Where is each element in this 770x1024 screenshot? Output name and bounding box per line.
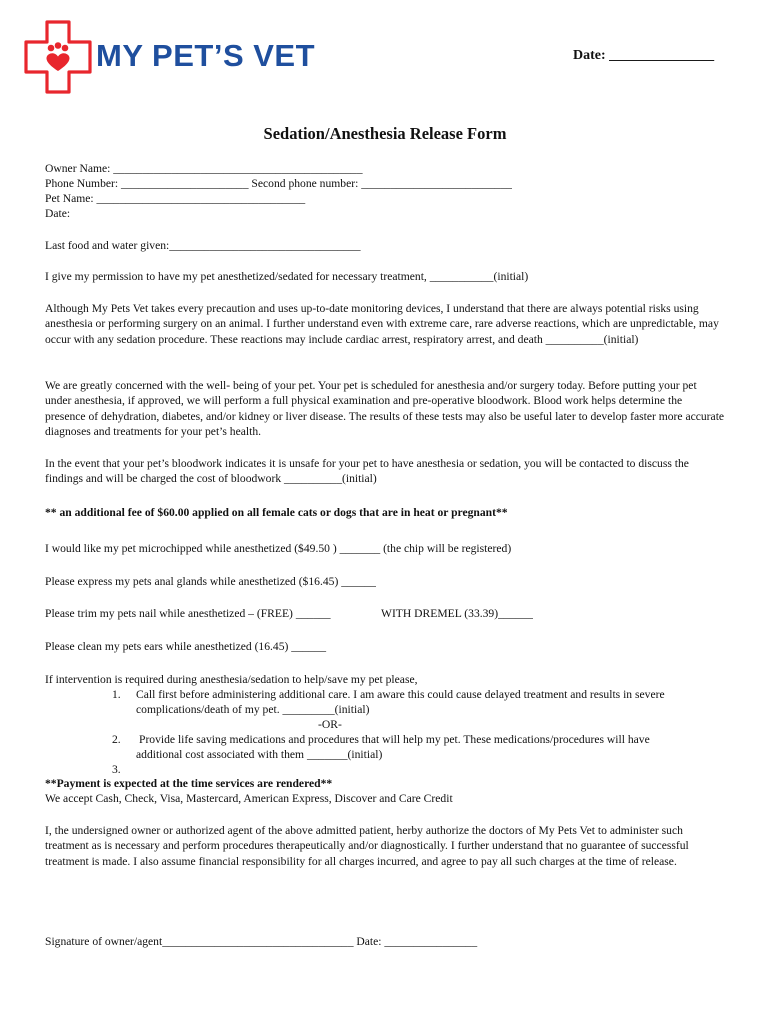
brand-name: MY PET’S VET [96,38,316,73]
or-separator: -OR- [318,718,342,731]
microchip-option[interactable]: I would like my pet microchipped while anesthetized ($49.50 ) _______ (the chip will be registered) [45,542,512,555]
last-food-field[interactable]: Last food and water given:_________________________________ [45,239,361,252]
list-number: 2. [112,733,121,746]
permission-statement[interactable]: I give my permission to have my pet anesthetized/sedated for necessary treatment, ___________(initial) [45,270,529,283]
intervention-option-2-initial[interactable]: additional cost associated with them _______(initial) [136,748,383,761]
phone-number-field[interactable]: Phone Number: ______________________ Second phone number: __________________________ [45,177,512,190]
owner-name-field[interactable]: Owner Name: ___________________________________________ [45,162,363,175]
fee-notice: ** an additional fee of $60.00 applied on all female cats or dogs that are in heat or pregnant** [45,506,508,519]
risks-paragraph: Although My Pets Vet takes every precaution and uses up-to-date monitoring devices, I understand that there are always potential risks using anesthesia or performing surgery on an animal. I further understand even with extreme care, rare adverse reactions, which are unpredictable, may occur with any sedation procedure. These reactions may include cardiac arrest, respiratory arrest, and death __________(initial) [45,302,719,346]
intervention-option-2[interactable]: Provide life saving medications and procedures that will help my pet. These medications/procedures will have [139,733,650,746]
accepted-payments: We accept Cash, Check, Visa, Mastercard, American Express, Discover and Care Credit [45,792,453,805]
ear-cleaning-option[interactable]: Please clean my pets ears while anesthetized (16.45) ______ [45,640,327,653]
dremel-option[interactable]: WITH DREMEL (33.39)______ [381,607,533,620]
form-title: Sedation/Anesthesia Release Form [263,124,507,143]
intervention-option-1[interactable]: Call first before administering additional care. I am aware this could cause delayed treatment and results in severe [136,688,665,701]
date-field[interactable]: Date: [45,207,71,220]
bloodwork-paragraph: We are greatly concerned with the well- being of your pet. Your pet is scheduled for anesthesia and/or surgery today. Before putting your pet under anesthesia, if approved, we will perform a full physical examination and pre-operative bloodwork. Blood work helps determine the presence of dehydration, diabetes, and/or kidney or liver disease. The results of these tests may also be useful later to develop faster more accurate diagnoses and treatments for your pet’s health. [45,379,725,439]
authorization-paragraph: I, the undersigned owner or authorized agent of the above admitted patient, herby authorize the doctors of My Pets Vet to administer such treatment as is necessary and perform procedures therapeutically and/or diagnostically. I further understand that no guarantee of successful treatment is made. I also assume financial responsibility for all charges incurred, and agree to pay all such charges at the time of release. [45,824,689,868]
anal-glands-option[interactable]: Please express my pets anal glands while anesthetized ($16.45) ______ [45,575,376,588]
payment-notice: **Payment is expected at the time services are rendered** [45,777,333,790]
intervention-intro: If intervention is required during anesthesia/sedation to help/save my pet please, [45,673,418,686]
paw-heart-cross-icon [22,20,94,94]
nail-trim-option[interactable]: Please trim my pets nail while anesthetized – (FREE) ______ [45,607,331,620]
list-number: 1. [112,688,121,701]
signature-line[interactable]: Signature of owner/agent_________________________________ Date: ________________ [45,935,478,948]
unsafe-bloodwork-paragraph: In the event that your pet’s bloodwork indicates it is unsafe for your pet to have anesthesia or sedation, you will be contacted to discuss the findings and will be charged the cost of bloodwork __________(initial) [45,457,689,486]
header-date-field[interactable]: Date: _______________ [573,48,715,63]
pet-name-field[interactable]: Pet Name: ____________________________________ [45,192,306,205]
intervention-option-1-initial[interactable]: complications/death of my pet. _________(initial) [136,703,370,716]
list-number: 3. [112,763,121,776]
